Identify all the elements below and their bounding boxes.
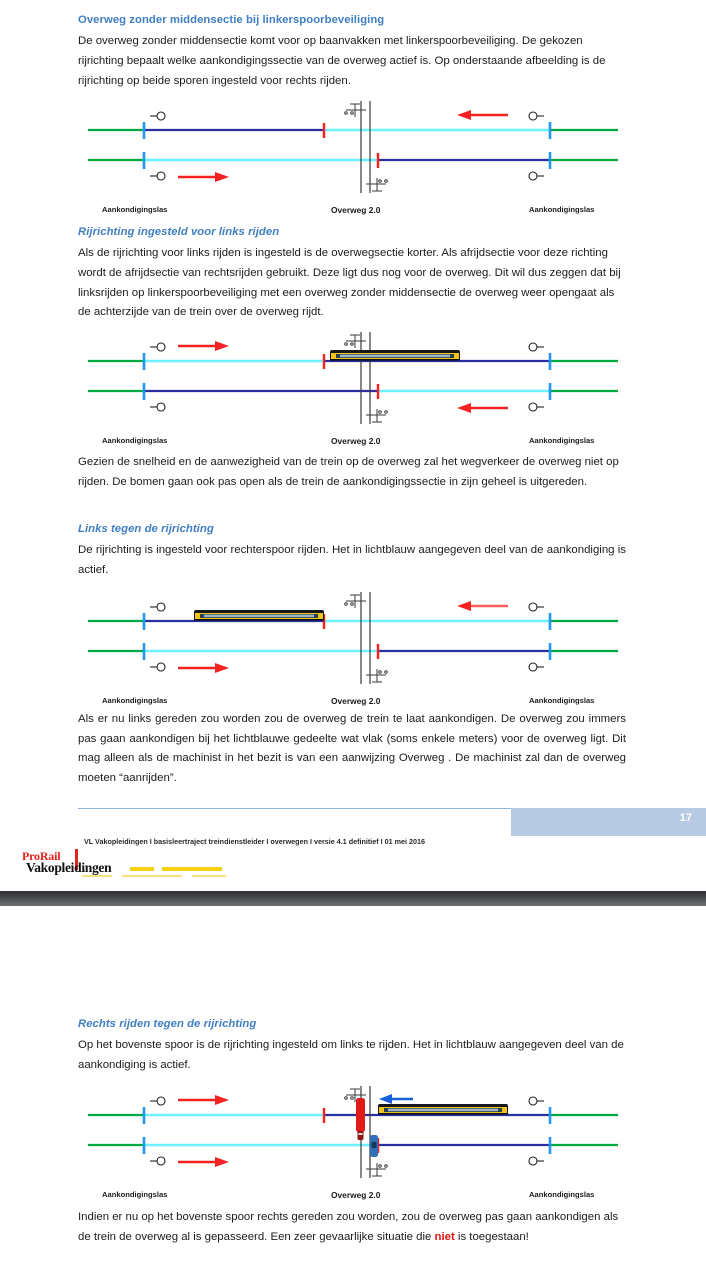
signal-icon-bottom-left: [150, 1157, 165, 1165]
section-1: [78, 12, 626, 91]
section-2-heading: Rijrichting ingesteld voor links rijden: [78, 226, 280, 238]
level-crossing-icon: [345, 592, 388, 684]
footer-divider: [78, 808, 526, 809]
section-5: [78, 710, 626, 788]
section-6-heading: Rechts rijden tegen de rijrichting: [78, 1018, 257, 1030]
section-3-body: Gezien de snelheid en de aanwezigheid van de trein op de overweg zal het wegverkeer de overweg niet op rijden. De bomen gaan ook pas open als de trein de aankondigingssectie in zijn geheel is uitgereden.: [78, 456, 619, 488]
diagram-3-svg: [78, 588, 626, 696]
train-direction-arrow-blue[interactable]: [379, 1094, 413, 1104]
caption-left: Aankondigingslas: [102, 436, 168, 445]
level-crossing-icon: [345, 1086, 388, 1178]
caption-right: Aankondigingslas: [529, 205, 595, 214]
signal-icon-top-left: [150, 603, 165, 611]
section-5-body: Als er nu links gereden zou worden zou de overweg de trein te laat aankondigen. De overweg zou immers pas gaan aankondigen bij het lichtblauwe gedeelte wat vlak (soms enkele meters) voor de overweg ligt. Dit mag alleen als de machinist in het bezit is van een aanwijzing Overweg . De machinist zal dan de overweg moeten “aanrijden”.: [78, 713, 626, 784]
direction-arrow-right-bottom[interactable]: [178, 1157, 229, 1167]
train-icon: [378, 1104, 508, 1115]
signal-icon-top-left: [150, 343, 165, 351]
caption-left: Aankondigingslas: [102, 205, 168, 214]
signal-icon-bottom-right: [529, 403, 544, 411]
section-7: [78, 1208, 626, 1247]
diagram-3-captions: [78, 696, 626, 710]
logo-yellow-bar-4: [122, 875, 182, 877]
caption-middle: Overweg 2.0: [331, 436, 381, 446]
diagram-4-svg: [78, 1082, 626, 1190]
section-4-heading: Links tegen de rijrichting: [78, 523, 214, 535]
section-1-heading: Overweg zonder middensectie bij linkerspoorbeveiliging: [78, 14, 385, 26]
caption-left: Aankondigingslas: [102, 696, 168, 705]
train-icon: [194, 610, 324, 621]
section-6: [78, 1016, 626, 1076]
diagram-1-container: [78, 97, 626, 219]
section-6-body: Op het bovenste spoor is de rijrichting ingesteld om links te rijden. Het in lichtblauw aangegeven deel van de aankondiging is actief.: [78, 1039, 624, 1071]
final-paragraph-part1: Indien er nu op het bovenste spoor rechts gereden zou worden, zou de overweg pas gaan aankondigen als de trein de overweg al is gepasseerd. Een zeer gevaarlijke situatie die: [78, 1211, 619, 1243]
footer-text: VL Vakopleidingen I basisleertraject treindienstleider I overwegen I versie 4.1 definitief I 01 mei 2016: [84, 837, 426, 846]
signal-icon-top-right: [529, 343, 544, 351]
section-2-body: Als de rijrichting voor links rijden is ingesteld is de overwegsectie korter. Als afrijdsectie voor deze richting wordt de afrijdsectie van rechtsrijden gebruikt. Deze ligt dus nog voor de overweg. Dit wil dus zeggen dat bij linksrijden op linkerspoorbeveiliging met een overweg zonder middensectie de overweg weer opengaat als de achterzijde van de trein over de overweg rijdt.: [78, 247, 621, 319]
barrier-blue-icon: [370, 1135, 378, 1157]
signal-icon-bottom-right: [529, 1157, 544, 1165]
signal-icon-bottom-left: [150, 403, 165, 411]
level-crossing-icon: [345, 332, 388, 424]
direction-arrow-left[interactable]: [457, 403, 508, 413]
barrier-red-icon: [356, 1098, 365, 1140]
signal-icon-top-right: [529, 112, 544, 120]
diagram-2-captions: [78, 436, 626, 450]
diagram-3: [78, 588, 626, 696]
logo-yellow-bar-1: [130, 867, 154, 871]
level-crossing-icon: [345, 101, 388, 193]
section-1-body: De overweg zonder middensectie komt voor op baanvakken met linkerspoorbeveiliging. De gekozen rijrichting bepaalt welke aankondigingssectie van de overweg actief is. Op onderstaande afbeelding is de rijrichting op beide sporen ingesteld voor rechts rijden.: [78, 35, 606, 87]
direction-arrow-right[interactable]: [178, 341, 229, 351]
diagram-2: [78, 328, 626, 436]
logo-yellow-bar-5: [192, 875, 226, 877]
caption-right: Aankondigingslas: [529, 696, 595, 705]
caption-right: Aankondigingslas: [529, 1190, 595, 1199]
signal-icon-top-right: [529, 603, 544, 611]
diagram-1: [78, 97, 626, 205]
direction-arrow-right-top[interactable]: [178, 1095, 229, 1105]
logo-pro: Pro: [22, 849, 40, 863]
signal-icon-top-left: [150, 112, 165, 120]
document-page-2: [0, 906, 706, 1270]
signal-icon-bottom-left: [150, 172, 165, 180]
caption-left: Aankondigingslas: [102, 1190, 168, 1199]
direction-arrow-right[interactable]: [178, 172, 229, 182]
diagram-3-container: [78, 588, 626, 710]
logo-rail: Rail: [39, 849, 61, 863]
signal-icon-bottom-right: [529, 172, 544, 180]
caption-middle: Overweg 2.0: [331, 1190, 381, 1200]
final-paragraph-part2: is toegestaan!: [454, 1230, 529, 1243]
prorail-vakopleidingen-logo: [22, 849, 252, 881]
section-2: [78, 224, 626, 323]
final-paragraph: [78, 1208, 626, 1247]
diagram-2-svg: [78, 328, 626, 436]
direction-arrow-right[interactable]: [178, 663, 229, 673]
diagram-4-container: [78, 1082, 626, 1204]
diagram-1-captions: [78, 205, 626, 219]
section-3: [78, 453, 626, 492]
logo-line-2: Vakopleidingen: [26, 860, 112, 875]
signal-icon-top-right: [529, 1097, 544, 1105]
page-break-divider: [0, 891, 706, 906]
diagram-4: [78, 1082, 626, 1190]
direction-arrow-left[interactable]: [457, 601, 508, 611]
logo-yellow-bar-2: [162, 867, 222, 871]
diagram-4-captions: [78, 1190, 626, 1204]
direction-arrow-left[interactable]: [457, 110, 508, 120]
signal-icon-bottom-left: [150, 663, 165, 671]
diagram-2-container: [78, 328, 626, 450]
section-4: [78, 521, 626, 581]
logo-yellow-bar-3: [82, 875, 112, 877]
final-paragraph-emphasis: niet: [434, 1230, 455, 1243]
train-icon: [330, 350, 460, 361]
caption-middle: Overweg 2.0: [331, 205, 381, 215]
section-4-body: De rijrichting is ingesteld voor rechterspoor rijden. Het in lichtblauw aangegeven deel van de aankondiging is actief.: [78, 544, 626, 576]
page-number: 17: [679, 812, 692, 824]
page-number-badge: [511, 808, 706, 836]
signal-icon-top-left: [150, 1097, 165, 1105]
signal-icon-bottom-right: [529, 663, 544, 671]
caption-right: Aankondigingslas: [529, 436, 595, 445]
caption-middle: Overweg 2.0: [331, 696, 381, 706]
diagram-1-svg: [78, 97, 626, 205]
